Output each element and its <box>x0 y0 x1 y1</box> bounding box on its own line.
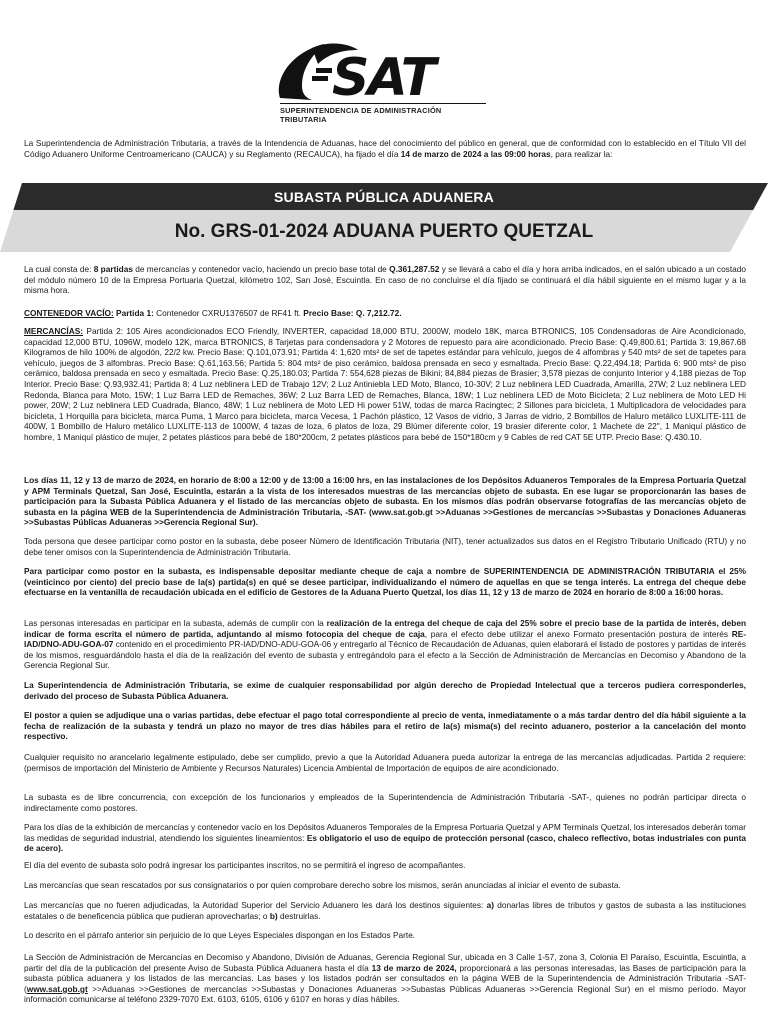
logo-text: SAT <box>332 48 435 108</box>
requirement-paragraph: Cualquier requisito no arancelario legalmente estipulado, debe ser cumplido, previo a que la Autoridad Aduanera pueda autorizar la entrega de las mercancías adjudicadas. Partida 2 requiere: (permisos de importación del Ministerio de Ambiente y Recursos Naturales) Licencia Ambiental de Importación de equipos de aire acondicionado. <box>24 752 746 773</box>
interest-paragraph: Las personas interesadas en participar en la subasta, además de cumplir con la realización de la entrega del cheque de caja del 25% sobre el precio base de la partida de interés, deben indicar de forma escrita el número de partida, adjuntando al mismo fotocopia del cheque de caja, para el efecto debe utilizar el anexo Formato presentación postura de interés RE-IAD/DNO-ADU-GOA-07 contenido en el procedimiento PR-IAD/DNO-ADU-GOA-06 y entregarlo al Técnico de Recaudación de Aduanas, quien elaborará el listado de postores y partidas de interés de los mismos, resguardándolo hasta el día de la realización del evento de subasta y entregándolo para el efecto a la Sección de Administración de Mercancías en Decomiso y Abandono de la Gerencia Regional Sur. <box>24 618 747 671</box>
payment-paragraph: El postor a quien se adjudique una o varias partidas, debe efectuar el pago total correspondiente al precio de venta, inmediatamente o a más tardar dentro del día hábil siguiente a la fecha de realización de la subasta y tendrá un plazo no mayor de tres días hábiles para el retiro de la(s) misma(s) del recinto aduanero, posterior a la cancelación del monto respectivo. <box>24 710 746 742</box>
intro-paragraph: La Superintendencia de Administración Tributaria, a través de la Intendencia de Aduanas, hace del conocimiento del público en general, que de conformidad con lo establecido en el Título VII del Código Aduanero Uniforme Centroamericano (CAUCA) y su Reglamento (RECAUCA), ha fijado el día 14 de marzo de 2024 a las 09:00 horas, para realizar la: <box>24 138 746 159</box>
liability-paragraph: La Superintendencia de Administración Tributaria, se exime de cualquier responsabilidad por algún derecho de Propiedad Intelectual que a terceros pudiera corresponderles, derivado del proceso de Subasta Pública Aduanera. <box>24 680 746 701</box>
exhibit-paragraph: Los días 11, 12 y 13 de marzo de 2024, en horario de 8:00 a 12:00 y de 13:00 a 16:00 hrs, en las instalaciones de los Depósitos Aduaneros Temporales de la Empresa Portuaria Quetzal y APM Terminals Quetzal, San José, Escuintla, estarán a la vista de los interesados muestras de las mercancías objeto de subasta. En ese lugar se proporcionarán las bases de participación para la Subasta Pública Aduanera y el listado de las mercancías objeto de subasta. En los mismos días podrán observarse fotografías de las mercancías objeto de subasta en la página WEB de la Superintendencia de Administración Tributaria, -SAT- (www.sat.gob.gt >>Aduanas >>Gestiones de mercancías >>Subastas y Donaciones Aduaneras >>Subastas Públicas Aduaneras >>Gerencia Regional Sur). <box>24 475 746 528</box>
goods-paragraph: MERCANCÍAS: Partida 2: 105 Aires acondicionados ECO Friendly, INVERTER, capacidad 18,000 BTU, 2000W, modelo 18K, marca BTRONICS, 105 Condensadoras de Aire Acondicionado, capacidad 12,000 BTU, 1096W, modelo 12K, marca BTRONICS, 8 Tarjetas para condensadora y 2 Motores de repuesto para aire acondicionado. Precio Base: Q.49,800.61; Partida 3: 19,867.68 Kilogramos de hilo 100% de algodón, 22/2 kw. Precio Base: Q.101,073.91; Partida 4: 1,620 mts² de set de tapetes estándar para vehículo, juegos de 4 alfombras y 540 mts² de set de tapetes para vehículo, juegos de 3 alfombras. Precio Base: Q.61,163.56; Partida 5: 804 mts² de piso cerámico, baldosa prensada en seco y esmaltada. Precio Base: Q.22,494.18; Partida 6: 900 mts² de piso cerámico, baldosa prensada en seco y esmaltada. Precio Base: Q.25,180.03; Partida 7: 554,628 piezas de Bikini; 84,884 piezas de Brasier; 3,578 piezas de conjunto Interior y 4,188 piezas de Top Interior. Precio Base: Q.93,932.41; Partida 8: 4 Luz neblinera LED de Trabajo 12V; 2 Luz Antiniebla LED Moto, Blanco, 10-30V; 2 Luz neblinera LED Cuadrada, Amarilla, 27W; 2 Luz neblinera LED Redonda, Blanca para Moto, 15W; 1 Luz Barra LED de Remaches, 36W; 2 Luz Barra LED de Remaches, Blanca, 18W; 1 Luz neblinera LED de Moto Bicicleta; 2 Luz neblinera de Moto LED Hi power, 20W; 2 Luz neblinera LED Cuadrada, Blanco, 48W; 1 Luz neblinera de Moto LED Hi power 51W, todas de marca Racingtec; 2 Sillones para bicicleta, 1 Multiplicadora de velocidades para bicicleta, 1 Horquilla para bicicleta, marca Puma, 1 Marco para bicicleta, marca Vecesa, 1 Pachón plástico, 12 Vasos de vidrio, 3 Jarras de vidrio, 2 Bombillos de Haluro metálico LUXLITE-111 de 400W, 1 Bombillo de Haluro metálico LUXLITE-113 de 1000W, 4 tazas de loza, 6 platos de loza, 29 Blúmer diferente color, 19 brasier diferente color, 1 Machete de 22", 1 Maniquí plástico de hombre, 1 Maniquí plástico de mujer, 2 petates plásticos para bebé de 180*200cm, 2 petates plásticos para bebé de 150*180cm y 9 Cables de red CAT 5E UTP. Precio Base: Q.430.10. <box>24 326 746 442</box>
nit-paragraph: Toda persona que desee participar como postor en la subasta, debe poseer Número de Identificación Tributaria (NIT), tener actualizados sus datos en el Registro Tributario Unificado (RTU) y no debe tener omisos con la Superintendencia de Administración Tributaria. <box>24 536 746 557</box>
banner-corner-right <box>730 183 768 252</box>
rescued-paragraph: Las mercancías que sean rescatados por sus consignatarios o por quien comprobare derecho sobre los mismos, serán anunciadas al iniciar el evento de subasta. <box>24 880 621 890</box>
deposit-paragraph: Para participar como postor en la subasta, es indispensable depositar mediante cheque de caja a nombre de SUPERINTENDENCIA DE ADMINISTRACIÓN TRIBUTARIA el 25% (veinticinco por ciento) del precio base de la(s) partida(s) en qué se desee participar, individualizando el número de aquellas en que se tenga interés. La entrega del cheque debe efectuarse en la ventanilla de recaudación ubicada en el edificio de Gestores de la Aduana Puerto Quetzal, los días 11, 12 y 13 de marzo de 2024 en horario de 8:00 a 16:00 horas. <box>24 566 746 598</box>
banner-number <box>0 210 768 252</box>
container-paragraph: CONTENEDOR VACÍO: Partida 1: Contenedor CXRU1376507 de RF41 ft. Precio Base: Q. 7,212.72. <box>24 308 402 318</box>
banner-title-text: SUBASTA PÚBLICA ADUANERA <box>274 189 494 205</box>
safety-paragraph: Para los días de la exhibición de mercancías y contenedor vacío en los Depósitos Aduaneros Temporales de la Empresa Portuaria Quetzal y APM Terminals Quetzal, los interesados deberán tomar las medidas de seguridad industrial, atendiendo los siguientes lineamientos: Es obligatorio el uso de equipo de protección personal (casco, chaleco reflectivo, botas industriales con punta de acero). <box>24 822 746 854</box>
parcels-paragraph: La cual consta de: 8 partidas de mercancías y contenedor vacío, haciendo un precio base total de Q.361,287.52 y se llevará a cabo el día y hora arriba indicados, en el salón ubicado a un costado del módulo número 10 de la Empresa Portuaria Quetzal, kilómetro 102, San José, Escuintla. En caso de no concluirse el día fijado se continuará el día hábil siguiente en el mismo lugar y a la misma hora. <box>24 264 746 296</box>
logo-subtitle: SUPERINTENDENCIA DE ADMINISTRACIÓN TRIBUTARIA <box>280 103 486 124</box>
banner-title <box>0 183 768 210</box>
banner-number-text: No. GRS-01-2024 ADUANA PUERTO QUETZAL <box>174 221 594 242</box>
closing-paragraph: La Sección de Administración de Mercancías en Decomiso y Abandono, División de Aduanas, Gerencia Regional Sur, ubicada en 3 Calle 1-57, zona 3, Colonia El Paraíso, Escuintla, Escuintla, a partir del día de la publicación del presente Aviso de Subasta Pública Aduanera hasta el día 13 de marzo de 2024, proporcionará a las personas interesadas, las Bases de participación para la subasta pública aduanera y los listados de las mercancías. Las bases y los listados podrán ser consultados en la página WEB de la Superintendencia de Administración Tributaria -SAT- (www.sat.gob.gt >>Aduanas >>Gestiones de mercancías >>Subastas y Donaciones Aduaneras >>Subastas Públicas Aduaneras >>Gerencia Regional Sur) en el mismo período. Mayor información comunicarse al teléfono 2329-7070 Ext. 6103, 6105, 6106 y 6107 en horas y días hábiles. <box>24 952 746 1005</box>
header-logo <box>0 0 768 122</box>
concurrence-paragraph: La subasta es de libre concurrencia, con excepción de los funcionarios y empleados de la Superintendencia de Administración Tributaria -SAT-, quienes no podrán participar directa o indirectamente como postores. <box>24 792 746 813</box>
laws-paragraph: Lo descrito en el párrafo anterior sin perjuicio de lo que Leyes Especiales dispongan en los Estados Parte. <box>24 930 416 940</box>
unsold-paragraph: Las mercancías que no fueren adjudicadas, la Autoridad Superior del Servicio Aduanero les dará los destinos siguientes: a) donarlas libres de tributos y gastos de subasta a las instituciones estatales o de beneficencia pública que pudieran aprovecharlas; o b) destruirlas. <box>24 900 746 921</box>
event-day-paragraph: El día del evento de subasta solo podrá ingresar los participantes inscritos, no se permitirá el ingreso de acompañantes. <box>24 860 466 870</box>
banner-corner-left <box>0 183 22 252</box>
